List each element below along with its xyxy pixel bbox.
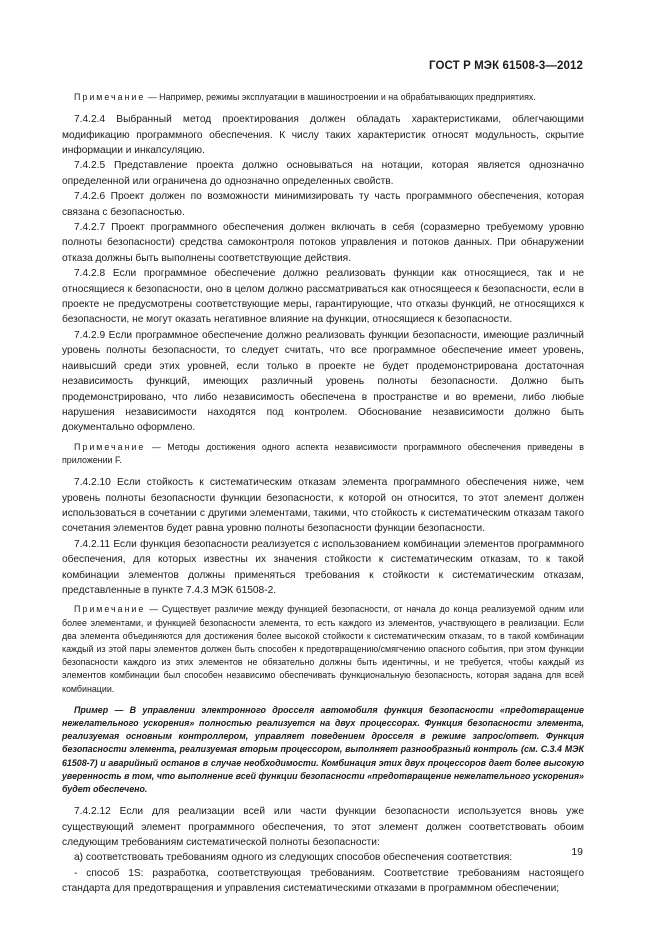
note-element-functions [62,603,584,695]
example-label: Пример [74,704,109,715]
note-text: — Методы достижения одного аспекта независимости программного обеспечения приведены в приложении F. [62,441,585,465]
note-label: Примечание [74,604,146,615]
note-text: — Существует различие между функцией безопасности, от начала до конца реализуемой одним или более элементами, и функцией безопасности элемента, то есть каждого из элементов, участвующего в реализации. Если два элемента объединяются для достижения более высокой стойкости к систематическим отказам, то в такой комбинации каждый из этой пары элементов должен быть способен к предотвращению/смягчению опасного события, при этом функции безопасности каждого из этих элементов не обязательно должны быть идентичны, и не требуется, чтобы каждый из элементов комбинации был способен независимо обеспечивать функциональную безопасность, которая задана для всей комбинации. [62,604,584,694]
document-body [62,91,584,897]
note-label: Примечание [74,441,146,452]
list-item-route-1s: - способ 1S: разработка, соответствующая требованиям. Соответствие требованиям настоящего стандарта для предотвращения и управления систематическими отказами в программном обеспечении; [62,867,584,895]
example-text: — В управлении электронного дросселя автомобиля функция безопасности «предотвращение нежелательного ускорения» полностью реализуется на двух процессорах. Функция безопасности элемента, реализуемая основным контроллером, управляет поведением дросселя в режиме запрос/ответ. Функция безопасности элемента, реализуемая вторым процессором, выполняет разнообразный контроль (см. С.3.4 МЭК 61508-7) и аварийный останов в случае необходимости. Комбинация этих двух процессоров дает более высокую уверенность в том, что выполнение всей функции безопасности «предотвращение нежелательного ускорения» будет обеспечено. [62,704,584,795]
clause-7-4-2-6: 7.4.2.6 Проект должен по возможности минимизировать ту часть программного обеспечения, которая связана с безопасностью. [62,191,584,218]
list-item-a: а) соответствовать требованиям одного из следующих способов обеспечения соответствия: [74,852,513,864]
note-text: — Например, режимы эксплуатации в машиностроении и на обрабатывающих предприятиях. [147,92,536,102]
page-header: ГОСТ Р МЭК 61508-3—2012 [429,60,583,72]
clause-7-4-2-12: 7.4.2.12 Если для реализации всей или части функции безопасности используется вновь уже существующий элемент программного обеспечения, то этот элемент должен соответствовать обоим следующим требованиям систематической полноты безопасности: [62,806,584,849]
clause-7-4-2-7: 7.4.2.7 Проект программного обеспечения должен включать в себя (соразмерно требуемому уровню полноты безопасности) средства самоконтроля потоков управления и потоков данных. При обнаружении отказа должны быть выполнены соответствующие действия. [62,222,584,264]
clause-7-4-2-5: 7.4.2.5 Представление проекта должно основываться на нотации, которая является однозначно определенной или ограничена до однозначно определенных свойств. [62,160,584,187]
clause-7-4-2-9: 7.4.2.9 Если программное обеспечение должно реализовать функции безопасности, имеющие различный уровень полноты безопасности, то следует считать, что все программное обеспечение имеет уровень, наивысший среди этих уровней, если только в проекте не будет продемонстрирована достаточная независимость функций, имеющих различный уровень полноты безопасности. Должно быть продемонстрировано, что либо независимость обеспечена в пространстве и во времени, либо любые нарушения независимости находятся под контролем. Обоснование независимости должно быть документально оформлено. [62,329,584,434]
clause-7-4-2-10: 7.4.2.10 Если стойкость к систематическим отказам элемента программного обеспечения ниже, чем уровень полноты безопасности функции безопасности, к которой он относится, то этот элемент должен использоваться в сочетании с другими элементами, такими, что стойкость к систематическим отказам такого сочетания элементов будет равна уровню полноты безопасности функции безопасности. [62,477,584,535]
note-label: Примечание [74,92,146,102]
note-independence [62,441,584,467]
clause-7-4-2-4: 7.4.2.4 Выбранный метод проектирования должен обладать характеристиками, облегчающими модификацию программного обеспечения. К числу таких характеристик относят модульность, скрытие информации и инкапсуляцию. [62,114,584,157]
note-operating-modes [62,91,584,104]
clause-7-4-2-8: 7.4.2.8 Если программное обеспечение должно реализовать функции как относящиеся, так и не относящиеся к безопасности, оно в целом должно рассматриваться как относящееся к безопасности, если в проекте не предусмотрены соответствующие меры, гарантирующие, что отказы функций, не относящихся к безопасности, не могут оказать негативное влияние на функции, относящиеся к безопасности. [62,268,584,326]
clause-7-4-2-11: 7.4.2.11 Если функция безопасности реализуется с использованием комбинации элементов программного обеспечения, для которых известны их значения стойкости к систематическим отказам, то к такой комбинации элементов должны применяться требования к стойкости к систематическим отказам, представленные в пункте 7.4.3 МЭК 61508-2. [62,538,584,596]
example-throttle [62,704,584,796]
page-number: 19 [571,846,583,858]
